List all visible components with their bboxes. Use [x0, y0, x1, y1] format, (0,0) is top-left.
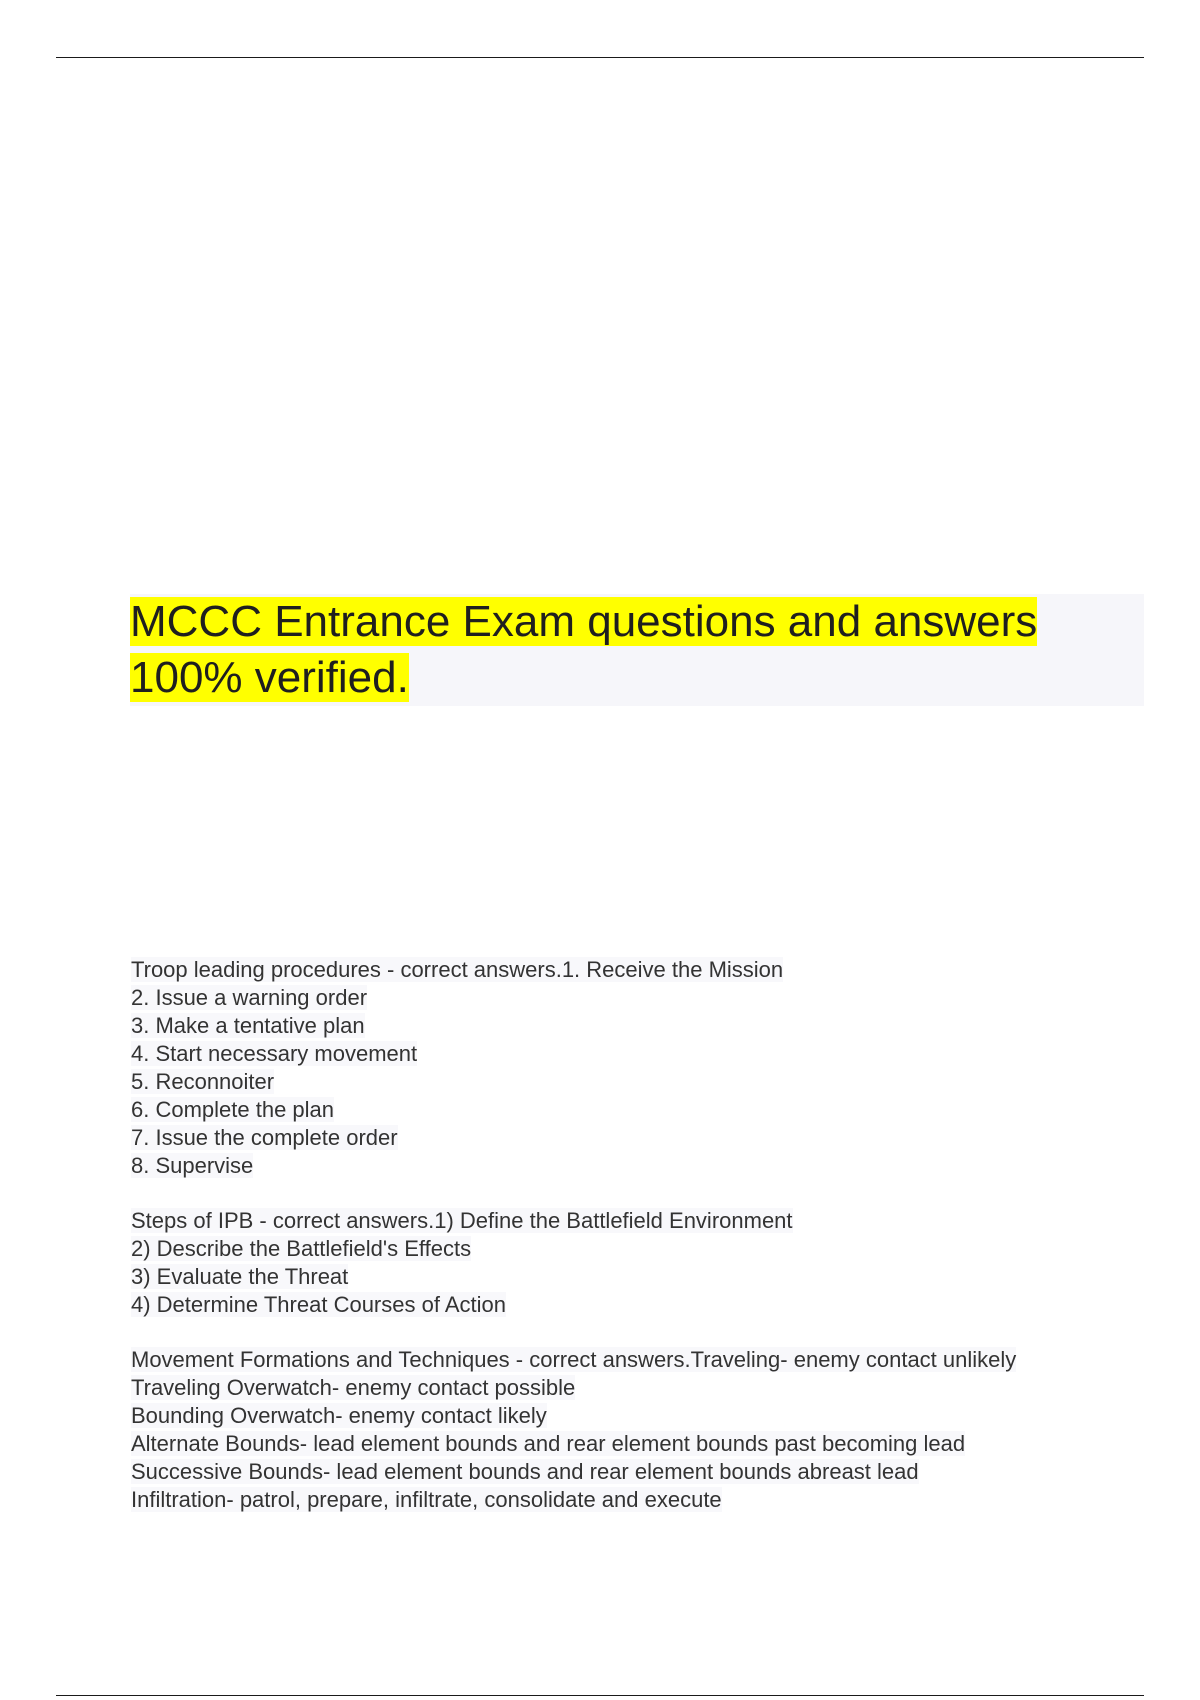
- qa-line: 4. Start necessary movement: [131, 1041, 418, 1066]
- qa-line: Successive Bounds- lead element bounds and rear element bounds abreast lead: [131, 1459, 919, 1484]
- qa-line: Steps of IPB - correct answers.1) Define the Battlefield Environment: [131, 1208, 793, 1233]
- qa-line: 3. Make a tentative plan: [131, 1013, 365, 1038]
- title-block: [130, 594, 1144, 706]
- qa-line: 2) Describe the Battlefield's Effects: [131, 1236, 472, 1261]
- top-rule: [56, 57, 1144, 58]
- qa-line: 7. Issue the complete order: [131, 1125, 398, 1150]
- qa-block-movement-formations: [131, 1346, 1131, 1514]
- bottom-rule: [56, 1695, 1144, 1696]
- qa-line: 2. Issue a warning order: [131, 985, 368, 1010]
- qa-line: Troop leading procedures - correct answers.1. Receive the Mission: [131, 957, 784, 982]
- qa-line: Traveling Overwatch- enemy contact possible: [131, 1375, 576, 1400]
- qa-line: Movement Formations and Techniques - correct answers.Traveling- enemy contact unlikely: [131, 1347, 1017, 1372]
- qa-block-steps-of-ipb: [131, 1207, 1131, 1319]
- qa-block-troop-leading-procedures: [131, 956, 1131, 1180]
- qa-line: Infiltration- patrol, prepare, infiltrate, consolidate and execute: [131, 1487, 722, 1512]
- title-line-2: 100% verified.: [130, 653, 409, 702]
- qa-line: 4) Determine Threat Courses of Action: [131, 1292, 506, 1317]
- qa-line: Alternate Bounds- lead element bounds and rear element bounds past becoming lead: [131, 1431, 966, 1456]
- qa-line: 8. Supervise: [131, 1153, 254, 1178]
- qa-line: Bounding Overwatch- enemy contact likely: [131, 1403, 547, 1428]
- qa-line: 6. Complete the plan: [131, 1097, 335, 1122]
- qa-line: 5. Reconnoiter: [131, 1069, 275, 1094]
- document-title: [130, 594, 1144, 706]
- qa-line: 3) Evaluate the Threat: [131, 1264, 349, 1289]
- title-line-1: MCCC Entrance Exam questions and answers: [130, 597, 1038, 646]
